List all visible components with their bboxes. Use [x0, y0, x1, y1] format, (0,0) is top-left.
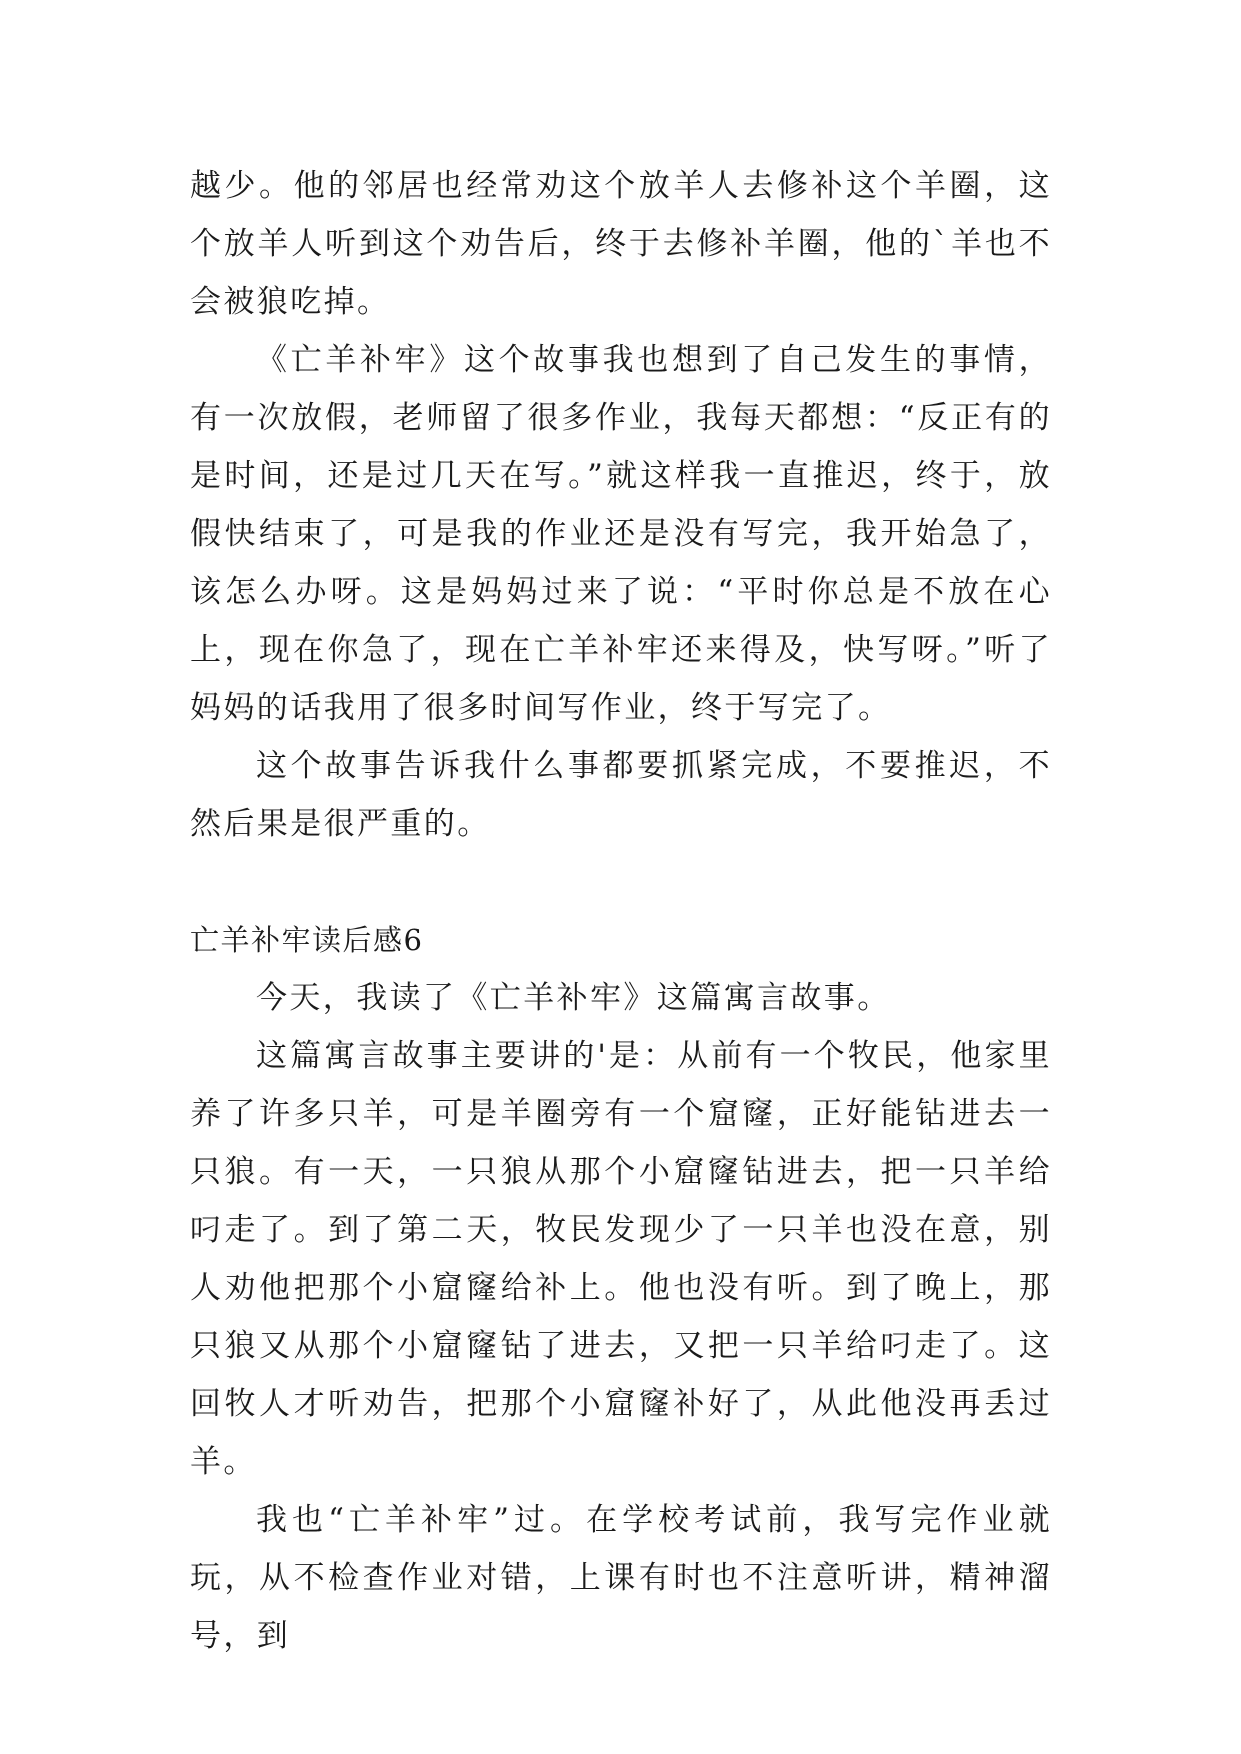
document-page: [190, 157, 1052, 1665]
paragraph-story-summary: 这篇寓言故事主要讲的'是：从前有一个牧民，他家里养了许多只羊，可是羊圈旁有一个窟窿，正好能钻进去一只狼。有一天，一只狼从那个小窟窿钻进去，把一只羊给叼走了。到了第二天，牧民发现少了一只羊也没在意，别人劝他把那个小窟窿给补上。他也没有听。到了晚上，那只狼又从那个小窟窿钻了进去，又把一只羊给叼走了。这回牧人才听劝告，把那个小窟窿补好了，从此他没再丢过羊。: [190, 1038, 1052, 1480]
paragraph-personal-story: 《亡羊补牢》这个故事我也想到了自己发生的事情，有一次放假，老师留了很多作业，我每天都想：“反正有的是时间，还是过几天在写。”就这样我一直推迟，终于，放假快结束了，可是我的作业还是没有写完，我开始急了，该怎么办呀。这是妈妈过来了说：“平时你总是不放在心上，现在你急了，现在亡羊补牢还来得及，快写呀。”听了妈妈的话我用了很多时间写作业，终于写完了。: [190, 342, 1052, 726]
section-gap: [190, 853, 1052, 911]
paragraph-continued: 越少。他的邻居也经常劝这个放羊人去修补这个羊圈，这个放羊人听到这个劝告后，终于去修补羊圈，他的`羊也不会被狼吃掉。: [190, 168, 1052, 320]
paragraph-reflection: 我也“亡羊补牢”过。在学校考试前，我写完作业就玩，从不检查作业对错，上课有时也不注意听讲，精神溜号，到: [190, 1502, 1052, 1654]
paragraph-lesson: 这个故事告诉我什么事都要抓紧完成，不要推迟，不然后果是很严重的。: [190, 748, 1052, 842]
paragraph-intro: 今天，我读了《亡羊补牢》这篇寓言故事。: [256, 980, 891, 1016]
section-title: 亡羊补牢读后感6: [190, 923, 424, 957]
